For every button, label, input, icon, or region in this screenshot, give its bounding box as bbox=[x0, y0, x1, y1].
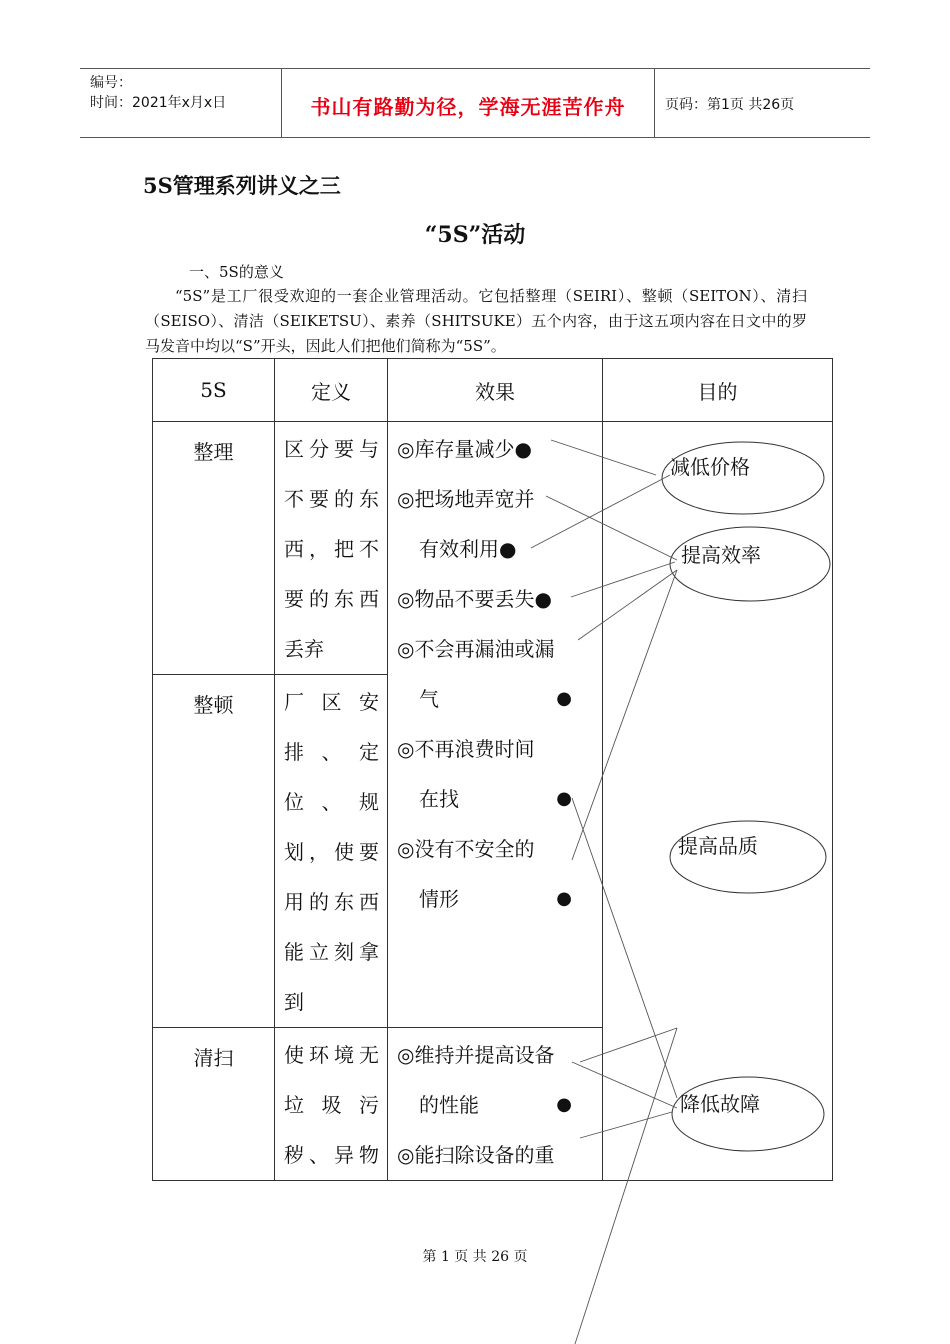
definition-line: 位、规 bbox=[284, 790, 379, 814]
effect-line bbox=[397, 874, 602, 924]
series-title: 5S管理系列讲义之三 bbox=[143, 173, 341, 198]
page-footer: 第 1 页 共 26 页 bbox=[422, 1249, 528, 1265]
intro-paragraph: “5S”是工厂很受欢迎的一套企业管理活动。它包括整理（SEIRI）、整顿（SEITON）、清扫（SEISO）、清洁（SEIKETSU）、素养（SHITSUKE）五个内容，由于这五项内容在日文中的罗马发音中均以“S”开头，因此人们把他们简称为“5S”。 bbox=[145, 287, 807, 355]
header-page-number: 页码：第1页 共26页 bbox=[665, 97, 795, 113]
bullet-dot: ● bbox=[556, 1094, 572, 1115]
page-header bbox=[80, 68, 870, 138]
effect-line: ◎能扫除设备的重 bbox=[397, 1143, 555, 1167]
effect-line bbox=[397, 774, 602, 824]
row-definition-seiton bbox=[275, 675, 388, 1028]
definition-line: 厂区安 bbox=[284, 690, 379, 714]
goals-cell bbox=[603, 422, 833, 1181]
row-name-seiton: 整顿 bbox=[153, 675, 275, 1028]
definition-line: 垃圾污 bbox=[284, 1093, 379, 1117]
effect-text: 的性能 bbox=[419, 1093, 479, 1117]
header-definition: 定义 bbox=[275, 359, 388, 422]
definition-line: 划，使要 bbox=[284, 840, 379, 864]
definition-line: 用的东西 bbox=[284, 890, 379, 914]
goal-label-improve-efficiency: 提高效率 bbox=[681, 543, 761, 567]
effects-cell-1 bbox=[388, 422, 603, 1028]
effect-line: 有效利用● bbox=[419, 537, 517, 561]
5s-table bbox=[152, 358, 833, 1181]
row-name-seiso: 清扫 bbox=[153, 1028, 275, 1181]
date-label: 时间：2021年x月x日 bbox=[90, 95, 227, 111]
header-motto: 书山有路勤为径，学海无涯苦作舟 bbox=[310, 95, 626, 119]
row-definition-seiri bbox=[275, 422, 388, 675]
effect-line bbox=[397, 674, 602, 724]
bullet-dot: ● bbox=[556, 688, 572, 709]
effect-text: 气 bbox=[419, 687, 439, 711]
header-info bbox=[90, 73, 226, 113]
effects-cell-2 bbox=[388, 1028, 603, 1181]
header-divider bbox=[654, 69, 655, 137]
header-5s: 5S bbox=[153, 359, 275, 422]
effect-text: 在找 bbox=[419, 787, 459, 811]
effect-line: ◎不会再漏油或漏 bbox=[397, 637, 555, 661]
main-title: “5S”活动 bbox=[424, 222, 526, 248]
definition-line: 区分要与 bbox=[284, 437, 379, 461]
table-header-row bbox=[153, 359, 833, 422]
definition-line: 秽、异物 bbox=[284, 1143, 379, 1167]
definition-line: 排、定 bbox=[284, 740, 379, 764]
header-effect: 效果 bbox=[388, 359, 603, 422]
document-number-label: 编号： bbox=[90, 75, 132, 91]
definition-line: 能立刻拿 bbox=[284, 940, 379, 964]
definition-line: 丢弃 bbox=[284, 637, 324, 661]
definition-line: 使环境无 bbox=[284, 1043, 379, 1067]
definition-line: 要的东西 bbox=[284, 587, 379, 611]
definition-line: 到 bbox=[284, 990, 304, 1014]
effect-line bbox=[397, 1080, 602, 1130]
definition-line: 西，把不 bbox=[284, 537, 379, 561]
effect-line: ◎物品不要丢失● bbox=[397, 587, 552, 611]
effect-text: 情形 bbox=[419, 887, 459, 911]
effect-line: ◎没有不安全的 bbox=[397, 837, 535, 861]
effect-line: ◎不再浪费时间 bbox=[397, 737, 535, 761]
bullet-dot: ● bbox=[556, 788, 572, 809]
effect-line: ◎库存量减少● bbox=[397, 437, 532, 461]
effect-line: ◎把场地弄宽并 bbox=[397, 487, 535, 511]
goal-label-improve-quality: 提高品质 bbox=[678, 834, 758, 858]
effect-line: ◎维持并提高设备 bbox=[397, 1043, 555, 1067]
goal-label-reduce-faults: 降低故障 bbox=[680, 1092, 760, 1116]
row-name-seiri: 整理 bbox=[153, 422, 275, 675]
goal-label-reduce-price: 减低价格 bbox=[670, 455, 750, 479]
header-goal: 目的 bbox=[603, 359, 833, 422]
row-definition-seiso bbox=[275, 1028, 388, 1181]
bullet-dot: ● bbox=[556, 888, 572, 909]
definition-line: 不要的东 bbox=[284, 487, 379, 511]
section-heading: 一、5S的意义 bbox=[189, 263, 284, 281]
